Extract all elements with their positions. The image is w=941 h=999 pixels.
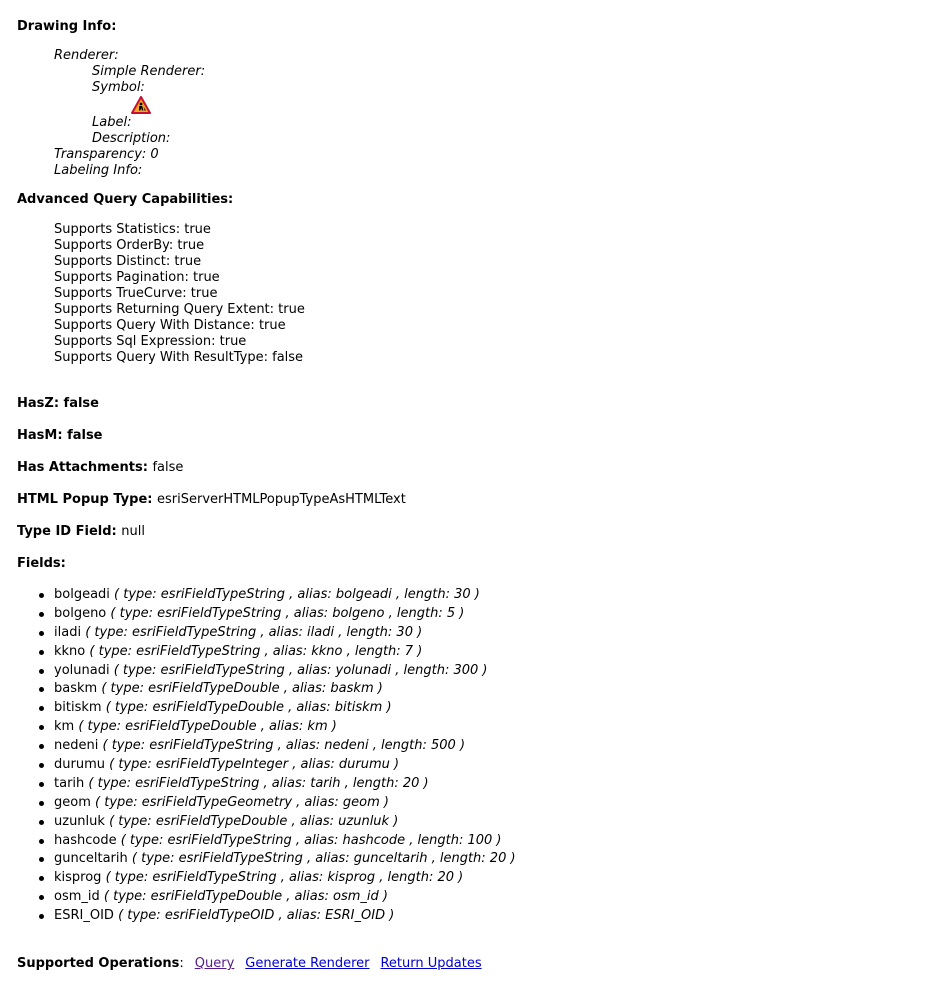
field-name: osm_id bbox=[54, 889, 100, 905]
description-label: Description: bbox=[92, 131, 171, 146]
html-popup-type-label: HTML Popup Type: bbox=[17, 492, 153, 507]
advanced-query-item: Supports Pagination: true bbox=[54, 270, 220, 285]
hasz-value: false bbox=[63, 396, 99, 411]
field-detail: ( type: esriFieldTypeString , alias: gunceltarih , length: 20 ) bbox=[131, 851, 516, 867]
hasz-label: HasZ: bbox=[17, 396, 60, 411]
field-item bbox=[54, 737, 516, 756]
field-detail: ( type: esriFieldTypeString , alias: iladi , length: 30 ) bbox=[85, 624, 423, 640]
symbol-label: Symbol: bbox=[92, 80, 145, 95]
field-name: nedeni bbox=[54, 738, 99, 754]
has-attachments-label: Has Attachments: bbox=[17, 460, 148, 475]
advanced-query-list bbox=[54, 222, 305, 366]
labeling-info-label: Labeling Info: bbox=[54, 163, 143, 178]
field-name: kkno bbox=[54, 643, 86, 659]
field-detail: ( type: esriFieldTypeString , alias: bolgeadi , length: 30 ) bbox=[114, 587, 480, 602]
field-name: km bbox=[54, 719, 75, 735]
field-name: kisprog bbox=[54, 870, 102, 886]
field-item bbox=[54, 869, 516, 888]
html-popup-type-row bbox=[17, 492, 406, 508]
field-item bbox=[54, 756, 516, 775]
field-item bbox=[54, 662, 516, 681]
field-detail: ( type: esriFieldTypeString , alias: bolgeno , length: 5 ) bbox=[110, 605, 465, 621]
field-item bbox=[54, 907, 516, 926]
field-detail: ( type: esriFieldTypeDouble , alias: uzunluk ) bbox=[109, 813, 399, 829]
field-name: bolgeadi bbox=[54, 587, 110, 602]
field-item bbox=[54, 699, 516, 718]
return-updates-link[interactable]: Return Updates bbox=[380, 956, 482, 971]
type-id-field-label: Type ID Field: bbox=[17, 524, 117, 539]
field-detail: ( type: esriFieldTypeDouble , alias: osm_id ) bbox=[103, 889, 388, 905]
field-name: baskm bbox=[54, 681, 98, 697]
advanced-query-item: Supports Sql Expression: true bbox=[54, 334, 247, 349]
field-item bbox=[54, 718, 516, 737]
simple-renderer-label: Simple Renderer: bbox=[92, 64, 206, 79]
field-item bbox=[54, 794, 516, 813]
supported-operations: Supported Operations: Query Generate Renderer Return Updates bbox=[17, 956, 482, 971]
field-name: bitiskm bbox=[54, 700, 102, 716]
drawing-info-heading: Drawing Info: bbox=[17, 19, 117, 34]
field-name: hashcode bbox=[54, 832, 117, 848]
field-detail: ( type: esriFieldTypeString , alias: tarih , length: 20 ) bbox=[88, 775, 429, 791]
generate-renderer-link[interactable]: Generate Renderer bbox=[245, 956, 370, 971]
fields-heading: Fields: bbox=[17, 556, 66, 571]
hasm-value: false bbox=[67, 428, 103, 443]
renderer-label: Renderer: bbox=[54, 48, 119, 63]
supported-operations-label: Supported Operations bbox=[17, 956, 180, 971]
field-item bbox=[54, 586, 516, 605]
advanced-query-item: Supports Statistics: true bbox=[54, 222, 211, 237]
field-item bbox=[54, 813, 516, 832]
field-name: ESRI_OID bbox=[54, 908, 114, 924]
label-label: Label: bbox=[92, 115, 132, 130]
hasz-row bbox=[17, 396, 99, 412]
field-detail: ( type: esriFieldTypeString , alias: hashcode , length: 100 ) bbox=[120, 832, 502, 848]
field-detail: ( type: esriFieldTypeString , alias: yolunadi , length: 300 ) bbox=[113, 662, 488, 678]
field-name: uzunluk bbox=[54, 813, 105, 829]
field-detail: ( type: esriFieldTypeString , alias: nedeni , length: 500 ) bbox=[102, 738, 466, 754]
field-name: geom bbox=[54, 794, 91, 810]
field-detail: ( type: esriFieldTypeString , alias: kkno , length: 7 ) bbox=[89, 643, 423, 659]
field-item bbox=[54, 775, 516, 794]
field-item bbox=[54, 888, 516, 907]
field-item bbox=[54, 850, 516, 869]
field-name: tarih bbox=[54, 775, 85, 791]
field-item bbox=[54, 832, 516, 851]
hasm-label: HasM: bbox=[17, 428, 63, 443]
has-attachments-row bbox=[17, 460, 183, 476]
field-item bbox=[54, 605, 516, 624]
field-detail: ( type: esriFieldTypeOID , alias: ESRI_OID ) bbox=[118, 908, 395, 924]
field-name: yolunadi bbox=[54, 662, 110, 678]
query-link[interactable]: Query bbox=[194, 956, 235, 971]
transparency-text: Transparency: 0 bbox=[54, 147, 159, 162]
field-item bbox=[54, 680, 516, 699]
advanced-query-item: Supports TrueCurve: true bbox=[54, 286, 218, 301]
advanced-query-heading: Advanced Query Capabilities: bbox=[17, 192, 234, 207]
field-detail: ( type: esriFieldTypeDouble , alias: baskm ) bbox=[101, 681, 383, 697]
advanced-query-item: Supports Returning Query Extent: true bbox=[54, 302, 305, 317]
field-detail: ( type: esriFieldTypeDouble , alias: bitiskm ) bbox=[105, 700, 392, 716]
field-name: bolgeno bbox=[54, 605, 107, 621]
advanced-query-item: Supports OrderBy: true bbox=[54, 238, 205, 253]
field-detail: ( type: esriFieldTypeString , alias: kisprog , length: 20 ) bbox=[105, 870, 464, 886]
has-attachments-value: false bbox=[152, 460, 184, 475]
field-detail: ( type: esriFieldTypeDouble , alias: km ) bbox=[78, 719, 337, 735]
advanced-query-item: Supports Query With ResultType: false bbox=[54, 350, 304, 365]
field-name: gunceltarih bbox=[54, 851, 128, 867]
field-detail: ( type: esriFieldTypeGeometry , alias: geom ) bbox=[95, 794, 389, 810]
advanced-query-item: Supports Query With Distance: true bbox=[54, 318, 286, 333]
type-id-field-row bbox=[17, 524, 145, 540]
field-detail: ( type: esriFieldTypeInteger , alias: durumu ) bbox=[109, 757, 400, 773]
advanced-query-item: Supports Distinct: true bbox=[54, 254, 202, 269]
type-id-field-value: null bbox=[121, 524, 145, 539]
fields-list bbox=[54, 586, 516, 926]
field-name: durumu bbox=[54, 757, 105, 773]
field-item bbox=[54, 643, 516, 662]
hasm-row bbox=[17, 428, 103, 444]
roadwork-warning-sign-icon bbox=[131, 96, 151, 114]
field-item bbox=[54, 624, 516, 643]
html-popup-type-value: esriServerHTMLPopupTypeAsHTMLText bbox=[157, 492, 406, 507]
field-name: iladi bbox=[54, 624, 82, 640]
